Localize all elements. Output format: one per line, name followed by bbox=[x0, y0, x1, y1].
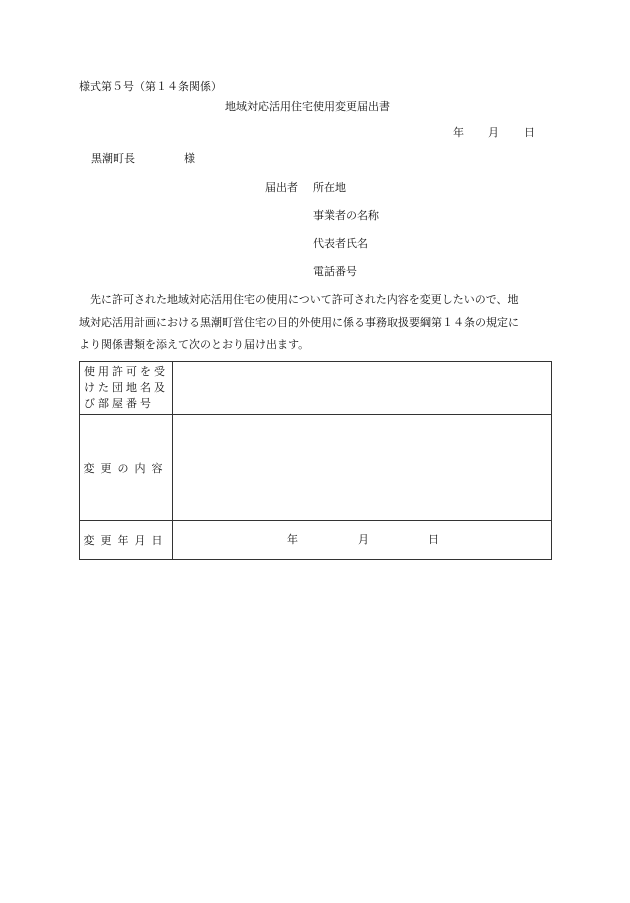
applicant-label: 届出者 bbox=[265, 181, 298, 194]
content-label: 変更の内容 bbox=[83, 461, 169, 475]
notification-body-text: 先に許可された地域対応活用住宅の使用について許可された内容を変更したいので、地 域対応活用計画における黒潮町営住宅の目的外使用に係る事務取扱要綱第１４条の規定に より関係書類を添えて次のとおり届け出ます。 bbox=[79, 293, 519, 351]
submission-month-label: 月 bbox=[488, 126, 499, 139]
unit-label: 使用許可を受 けた団地名及 び部屋番号 bbox=[84, 365, 168, 410]
addressee-honorific: 様 bbox=[184, 152, 195, 165]
change-day-label: 日 bbox=[428, 533, 439, 546]
change-month-label: 月 bbox=[358, 533, 369, 546]
applicant-business-name-label: 事業者の名称 bbox=[313, 209, 379, 222]
change-details-table bbox=[79, 361, 552, 560]
unit-label-cell bbox=[80, 362, 173, 415]
unit-value-field[interactable] bbox=[173, 362, 552, 415]
document-title: 地域対応活用住宅使用変更届出書 bbox=[225, 100, 390, 113]
change-date-field[interactable] bbox=[173, 521, 552, 560]
date-label-cell bbox=[80, 521, 173, 560]
table-row-date bbox=[80, 521, 552, 560]
applicant-phone-label: 電話番号 bbox=[313, 265, 357, 278]
table-row-unit bbox=[80, 362, 552, 415]
table-row-content bbox=[80, 415, 552, 521]
applicant-representative-label: 代表者氏名 bbox=[313, 237, 368, 250]
addressee-name: 黒潮町長 bbox=[91, 152, 135, 165]
applicant-address-label: 所在地 bbox=[313, 181, 346, 194]
content-label-cell bbox=[80, 415, 173, 521]
submission-year-label: 年 bbox=[453, 126, 464, 139]
change-date-label: 変更年月日 bbox=[83, 534, 169, 547]
submission-day-label: 日 bbox=[524, 126, 535, 139]
content-value-field[interactable] bbox=[173, 415, 552, 521]
change-year-label: 年 bbox=[287, 533, 298, 546]
form-number: 様式第５号（第１４条関係） bbox=[79, 80, 222, 93]
